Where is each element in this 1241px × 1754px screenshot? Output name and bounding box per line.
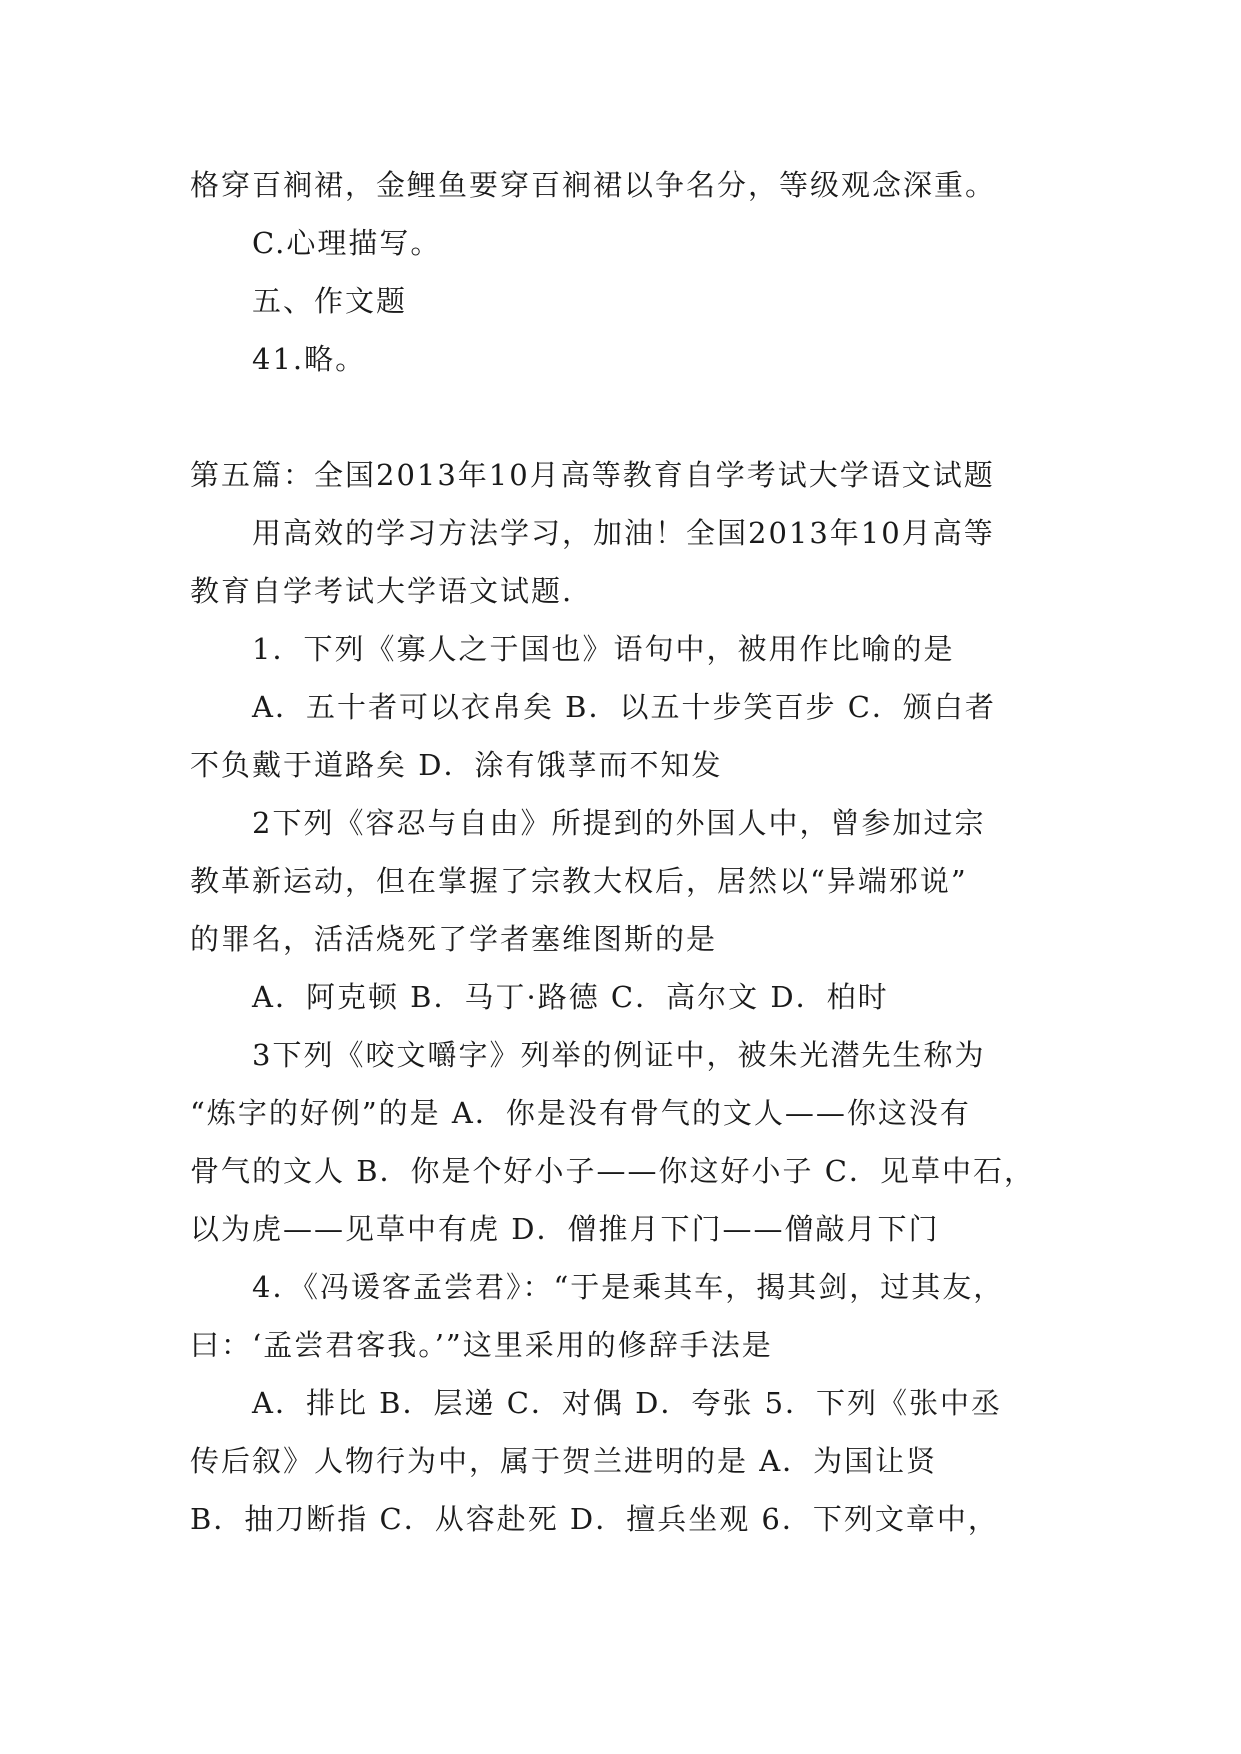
question-line: 骨气的文人 B．你是个好小子——你这好小子 C．见草中石， [190,1154,1035,1188]
question-line: 的罪名，活活烧死了学者塞维图斯的是 [190,922,718,956]
question-line: 曰：‘孟尝君客我。’”这里采用的修辞手法是 [190,1328,773,1362]
question-line: 以为虎——见草中有虎 D．僧推月下门——僧敲月下门 [190,1212,940,1246]
question-line: 1．下列《寡人之于国也》语句中，被用作比喻的是 [252,632,955,666]
question-line: 不负戴于道路矣 D．涂有饿莩而不知发 [190,748,723,782]
question-line: 4．《冯谖客孟尝君》：“于是乘其车，揭其剑，过其友， [252,1270,1005,1304]
text-line: 41.略。 [252,342,367,376]
question-line: B．抽刀断指 C．从容赴死 D．擅兵坐观 6．下列文章中， [190,1502,999,1536]
text-line: 教育自学考试大学语文试题. [190,574,574,608]
question-line: 教革新运动，但在掌握了宗教大权后，居然以“异端邪说” [190,864,968,898]
question-line: 传后叙》人物行为中，属于贺兰进明的是 A．为国让贤 [190,1444,938,1478]
question-line: “炼字的好例”的是 A．你是没有骨气的文人——你这没有 [190,1096,971,1130]
question-line: 3下列《咬文嚼字》列举的例证中，被朱光潜先生称为 [252,1038,986,1072]
question-line: A．排比 B．层递 C．对偶 D．夸张 5．下列《张中丞 [252,1386,1003,1420]
section-title: 第五篇：全国2013年10月高等教育自学考试大学语文试题 [190,458,995,492]
question-line: 2下列《容忍与自由》所提到的外国人中，曾参加过宗 [252,806,986,840]
text-line: 五、作文题 [252,284,408,318]
question-line: A．五十者可以衣帛矣 B．以五十步笑百步 C．颁白者 [252,690,996,724]
text-line: 格穿百裥裙，金鲤鱼要穿百裥裙以争名分，等级观念深重。 [190,168,997,202]
text-line: 用高效的学习方法学习，加油！全国2013年10月高等 [252,516,995,550]
question-line: A．阿克顿 B．马丁·路德 C．高尔文 D．柏时 [252,980,889,1014]
text-line: C.心理描写。 [252,226,442,260]
